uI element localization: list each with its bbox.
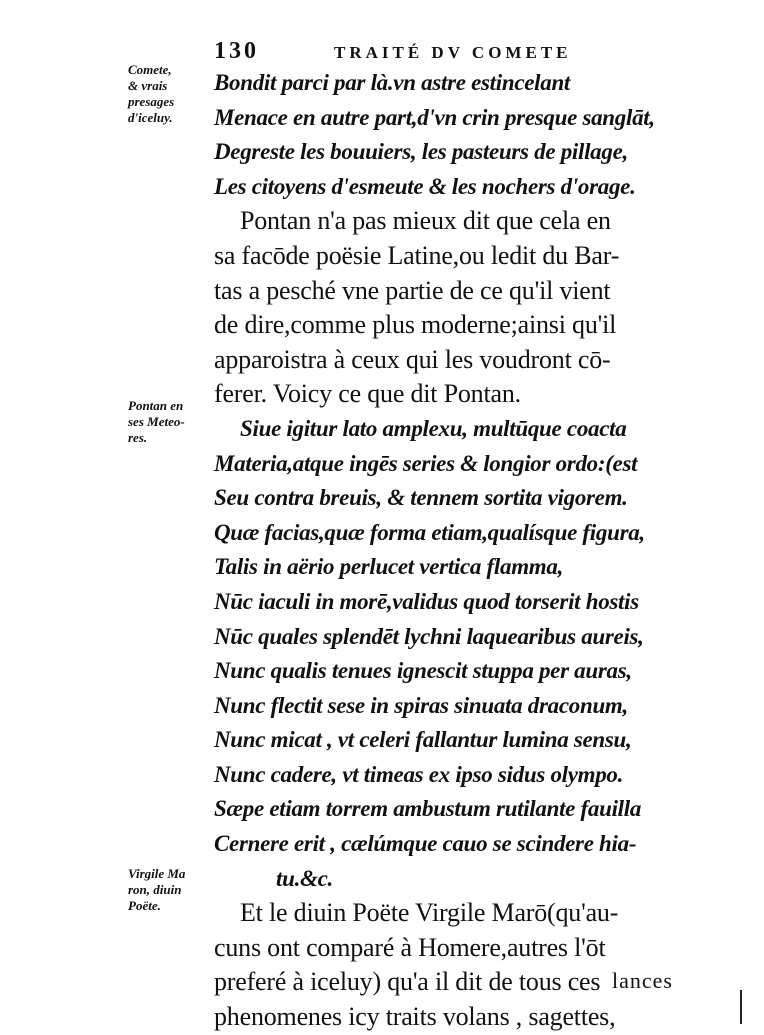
- margin-note-pontan: [128, 398, 214, 446]
- verse-line: Nunc flectit sese in spiras sinuata draconum,: [214, 692, 628, 718]
- verse-line: Siue igitur lato amplexu, multūque coacta: [240, 415, 627, 441]
- margin-note-line: ron, diuin: [128, 882, 182, 897]
- prose-line: sa facōde poësie Latine,ou ledit du Bar-: [214, 240, 620, 270]
- prose-line: phenomenes icy traits volans , sagettes,: [214, 1002, 616, 1032]
- prose-line: tas a pesché vne partie de ce qu'il vient: [214, 275, 611, 305]
- page-header: [214, 38, 654, 68]
- verse-line: Seu contra breuis, & tennem sortita vigorem.: [214, 485, 628, 511]
- verse-line: Nunc micat , vt celeri fallantur lumina sensu,: [214, 727, 632, 753]
- page-number: 130: [214, 38, 259, 64]
- verse-line: Nunc qualis tenues ignescit stuppa per auras,: [214, 658, 632, 684]
- verse-line: Quæ facias,quæ forma etiam,qualísque figura,: [214, 519, 645, 545]
- verse-line: Menace en autre part,d'vn crin presque sanglāt,: [214, 104, 655, 130]
- prose-line: ferer. Voicy ce que dit Pontan.: [214, 379, 521, 409]
- verse-line: Talis in aërio perlucet vertica flamma,: [214, 554, 564, 580]
- running-title: TRAITÉ DV COMETE: [334, 43, 572, 62]
- margin-note-virgile: [128, 866, 214, 914]
- verse-line: Sæpe etiam torrem ambustum rutilante fauilla: [214, 796, 642, 822]
- prose-line: apparoistra à ceux qui les voudront cō-: [214, 344, 611, 374]
- verse-line: Degreste les bouuiers, les pasteurs de pillage,: [214, 139, 628, 165]
- verse-line: Nunc cadere, vt timeas ex ipso sidus olympo.: [214, 761, 624, 787]
- verse-line: Bondit parci par là.vn astre estincelant: [214, 70, 571, 95]
- verse-line: Materia,atque ingēs series & longior ordo:(est: [214, 450, 638, 476]
- verse-line: Nūc iaculi in morē,validus quod torserit hostis: [214, 588, 639, 614]
- margin-note-line: Pontan en: [128, 398, 184, 413]
- main-text: [214, 66, 704, 1035]
- margin-note-line: d'iceluy.: [128, 110, 173, 125]
- page-edge-mark: [740, 990, 742, 1024]
- prose-line: cuns ont comparé à Homere,autres l'ōt: [214, 932, 606, 962]
- prose-line: Pontan n'a pas mieux dit que cela en: [240, 206, 611, 236]
- margin-note-line: presages: [128, 94, 175, 109]
- prose-line: de dire,comme plus moderne;ainsi qu'il: [214, 310, 617, 340]
- verse-line: Nūc quales splendēt lychni laquearibus aureis,: [214, 623, 644, 649]
- margin-note-comete: [128, 62, 214, 126]
- verse-line: tu.&c.: [276, 865, 333, 891]
- margin-note-line: & vrais: [128, 78, 168, 93]
- margin-note-line: res.: [128, 430, 148, 445]
- prose-line: preferé à iceluy) qu'a il dit de tous ces: [214, 967, 601, 997]
- margin-note-line: ses Meteo-: [128, 414, 185, 429]
- margin-note-line: Poëte.: [128, 898, 161, 913]
- verse-line: Les citoyens d'esmeute & les nochers d'orage.: [214, 173, 636, 199]
- margin-note-line: Comete,: [128, 62, 172, 77]
- catchword: lances: [612, 968, 673, 993]
- verse-line: Cernere erit , cælúmque cauo se scindere hia-: [214, 831, 637, 857]
- prose-line: Et le diuin Poëte Virgile Marō(qu'au-: [240, 898, 619, 928]
- margin-note-line: Virgile Ma: [128, 866, 186, 881]
